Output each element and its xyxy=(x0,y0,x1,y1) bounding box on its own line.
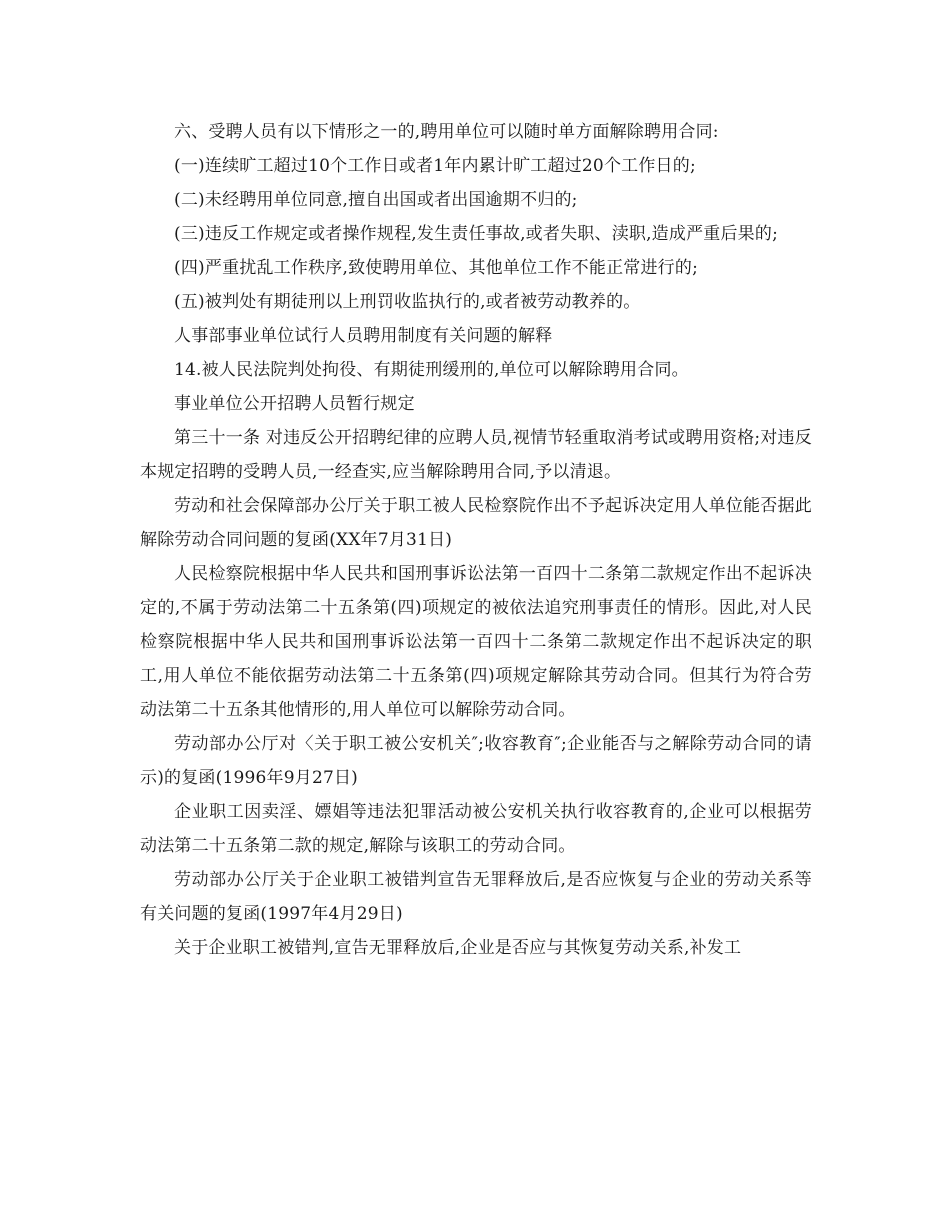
section-heading-interpretation: 人事部事业单位试行人员聘用制度有关问题的解释 xyxy=(174,326,553,346)
paragraph-reply-2-body: 企业职工因卖淫、嫖娼等违法犯罪活动被公安机关执行收容教育的,企业可以根据劳动法第二十五条第二款的规定,解除与该职工的劳动合同。 xyxy=(140,802,812,856)
paragraph-item-3: (三)违反工作规定或者操作规程,发生责任事故,或者失职、渎职,造成严重后果的; xyxy=(174,224,779,244)
section-heading-reply-letter-1: 劳动和社会保障部办公厅关于职工被人民检察院作出不予起诉决定用人单位能否据此解除劳动合同问题的复函(XX年7月31日) xyxy=(140,496,812,550)
paragraph-article-31: 第三十一条 对违反公开招聘纪律的应聘人员,视情节轻重取消考试或聘用资格;对违反本规定招聘的受聘人员,一经查实,应当解除聘用合同,予以清退。 xyxy=(140,428,812,482)
section-heading-reply-letter-3: 劳动部办公厅关于企业职工被错判宣告无罪释放后,是否应恢复与企业的劳动关系等有关问题的复函(1997年4月29日) xyxy=(140,870,812,924)
section-heading-public-recruitment: 事业单位公开招聘人员暂行规定 xyxy=(174,394,415,414)
paragraph-item-1: (一)连续旷工超过10个工作日或者1年内累计旷工超过20个工作日的; xyxy=(174,156,696,176)
paragraph-reply-3-body: 关于企业职工被错判,宣告无罪释放后,企业是否应与其恢复劳动关系,补发工 xyxy=(174,938,742,958)
paragraph-article-six: 六、受聘人员有以下情形之一的,聘用单位可以随时单方面解除聘用合同: xyxy=(174,122,719,142)
paragraph-reply-1-body: 人民检察院根据中华人民共和国刑事诉讼法第一百四十二条第二款规定作出不起诉决定的,不属于劳动法第二十五条第(四)项规定的被依法追究刑事责任的情形。因此,对人民检察院根据中华人民共和国刑事诉讼法第一百四十二条第二款规定作出不起诉决定的职工,用人单位不能依据劳动法第二十五条第(四)项规定解除其劳动合同。但其行为符合劳动法第二十五条其他情形的,用人单位可以解除劳动合同。 xyxy=(140,564,812,720)
document-body xyxy=(140,115,812,965)
section-heading-reply-letter-2: 劳动部办公厅对〈关于职工被公安机关″;收容教育″;企业能否与之解除劳动合同的请示)的复函(1996年9月27日) xyxy=(140,734,812,788)
paragraph-item-4: (四)严重扰乱工作秩序,致使聘用单位、其他单位工作不能正常进行的; xyxy=(174,258,698,278)
paragraph-item-2: (二)未经聘用单位同意,擅自出国或者出国逾期不归的; xyxy=(174,190,578,210)
paragraph-clause-14: 14.被人民法院判处拘役、有期徒刑缓刑的,单位可以解除聘用合同。 xyxy=(174,360,689,380)
paragraph-item-5: (五)被判处有期徒刑以上刑罚收监执行的,或者被劳动教养的。 xyxy=(174,292,641,312)
